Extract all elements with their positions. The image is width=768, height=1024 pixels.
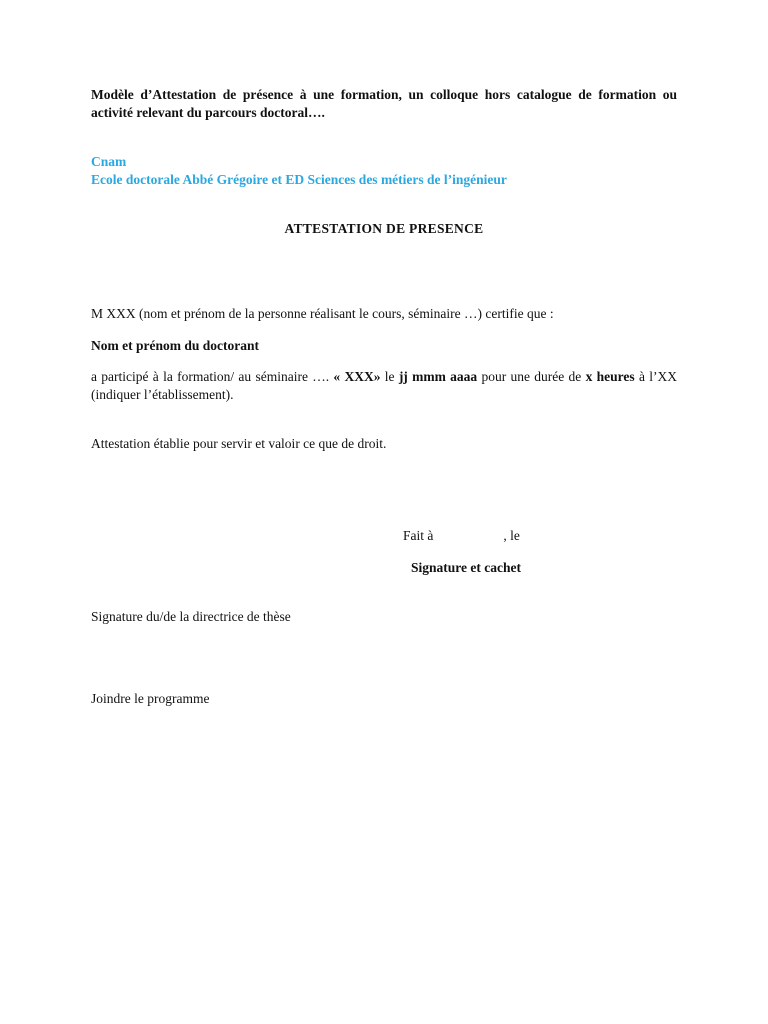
- date-placeholder: jj mmm aaaa: [398, 369, 478, 384]
- event-placeholder: « XXX»: [333, 369, 381, 384]
- date-label: , le: [503, 528, 520, 543]
- participation-text-4: à l’XX (indiquer l’établissement).: [91, 369, 677, 402]
- attach-program-note: Joindre le programme: [91, 691, 210, 706]
- document-title: Modèle d’Attestation de présence à une formation, un colloque hors catalogue de formation ou activité relevant du parcours doctoral….: [91, 87, 677, 120]
- closing-statement: Attestation établie pour servir et valoir ce que de droit.: [91, 436, 387, 451]
- participation-text-3: pour une durée de: [477, 369, 586, 384]
- doctorant-name-placeholder: Nom et prénom du doctorant: [91, 338, 259, 353]
- director-signature-label: Signature du/de la directrice de thèse: [91, 609, 291, 624]
- fait-a-label: Fait à: [403, 528, 434, 543]
- doctoral-school-name: Ecole doctorale Abbé Grégoire et ED Sciences des métiers de l’ingénieur: [91, 172, 507, 187]
- participation-text-1: a participé à la formation/ au séminaire ….: [91, 369, 334, 384]
- duration-placeholder: x heures: [585, 369, 635, 384]
- participation-text-2: le: [380, 369, 399, 384]
- certify-statement: M XXX (nom et prénom de la personne réalisant le cours, séminaire …) certifie que :: [91, 306, 554, 321]
- participation-statement: [91, 368, 677, 404]
- signature-stamp-label: Signature et cachet: [411, 560, 521, 575]
- institution-name: Cnam: [91, 154, 127, 169]
- place-date-line: [403, 527, 603, 545]
- attestation-heading: ATTESTATION DE PRESENCE: [284, 221, 484, 236]
